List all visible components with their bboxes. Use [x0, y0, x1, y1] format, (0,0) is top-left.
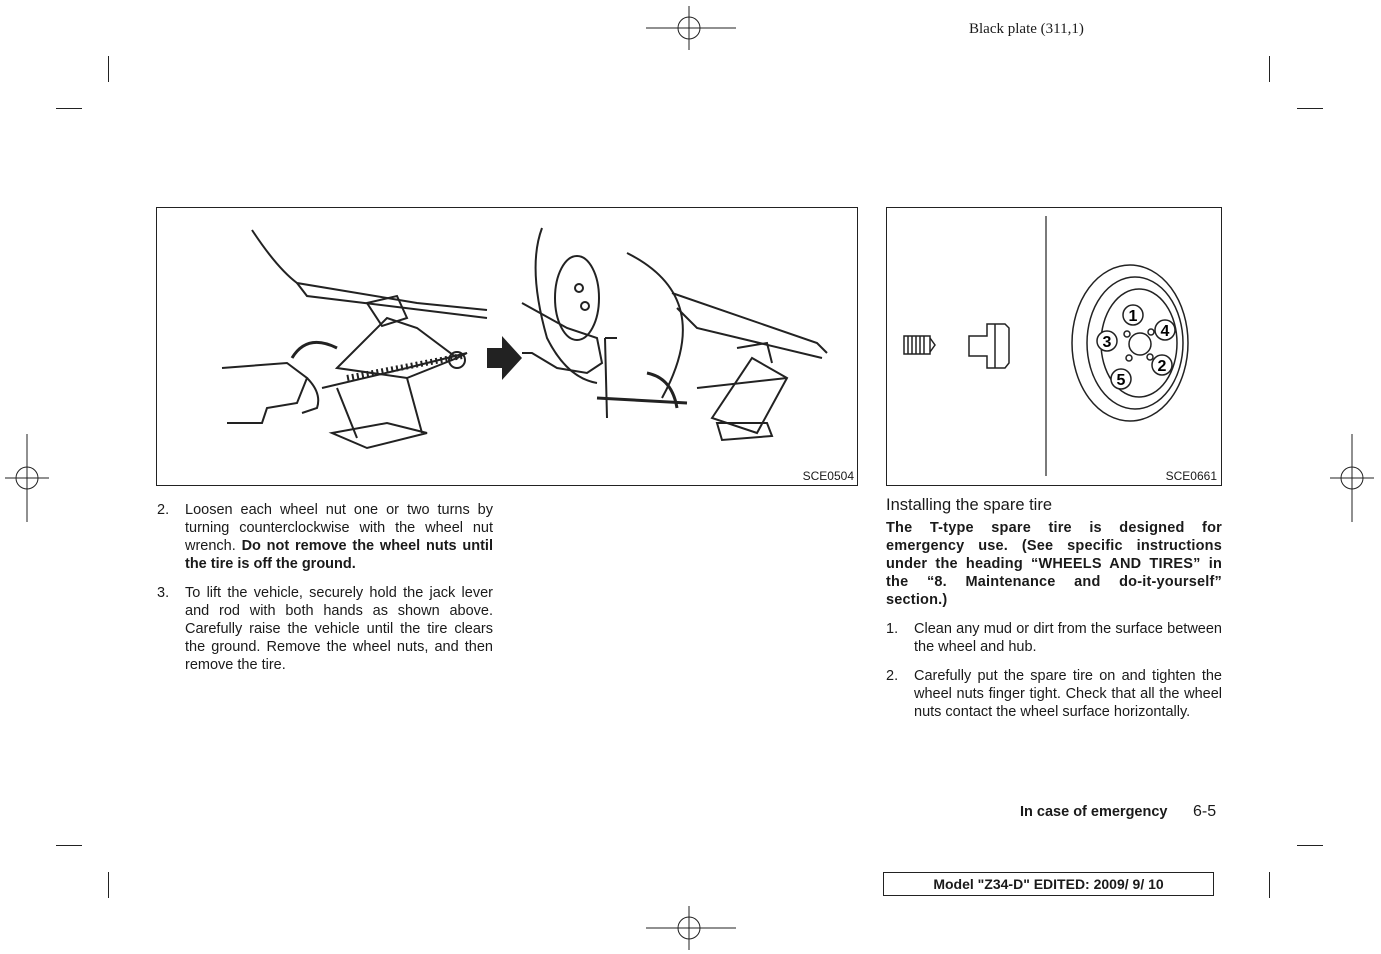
nut-number-2: 2	[1157, 358, 1167, 375]
figure-code: SCE0504	[802, 469, 854, 483]
list-item	[157, 501, 493, 573]
section-heading: Installing the spare tire	[886, 496, 1053, 514]
nut-number-4: 4	[1160, 323, 1170, 340]
item-text: Loosen each wheel nut one or two turns by turning counterclockwise with the wheel nut wrench.	[185, 502, 493, 554]
item-number: 1.	[886, 621, 899, 637]
item-text: To lift the vehicle, securely hold the jack lever and rod with both hands as shown above. Carefully raise the vehicle until the tire clears the ground. Remove the wheel nuts, and then remove the tire.	[185, 585, 493, 673]
item-number: 2.	[157, 502, 170, 518]
model-edit-stamp: Model "Z34-D" EDITED: 2009/ 9/ 10	[883, 872, 1214, 896]
wheel-nut-drawing	[887, 208, 1221, 485]
spare-tire-illustration	[886, 207, 1222, 486]
left-column	[157, 501, 493, 685]
registration-mark-bottom	[646, 906, 736, 950]
item-warning: Do not remove the wheel nuts until the tire is off the ground.	[185, 538, 493, 572]
registration-mark-right	[1330, 434, 1374, 522]
jack-illustration	[156, 207, 858, 486]
list-item	[886, 620, 1222, 656]
item-number: 3.	[157, 585, 170, 601]
nut-number-5: 5	[1116, 372, 1126, 389]
plate-label: Black plate (311,1)	[969, 21, 1084, 37]
item-text: Carefully put the spare tire on and tighten the wheel nuts finger tight. Check that all the wheel nuts contact the wheel surface horizontally.	[914, 668, 1222, 720]
list-item	[886, 667, 1222, 721]
page-number: 6-5	[1193, 803, 1217, 820]
registration-mark-left	[5, 434, 49, 522]
list-item	[157, 584, 493, 674]
item-number: 2.	[886, 668, 899, 684]
footer-section-title: In case of emergency	[1020, 804, 1168, 820]
jack-drawing	[157, 208, 857, 485]
nut-number-1: 1	[1128, 308, 1138, 325]
nut-number-3: 3	[1102, 334, 1112, 351]
registration-mark-top	[646, 6, 736, 50]
warning-paragraph: The T-type spare tire is designed for emergency use. (See specific instructions under the heading “WHEELS AND TIRES” in the “8. Maintenance and do-it-yourself” section.)	[886, 520, 1222, 608]
item-text: Clean any mud or dirt from the surface between the wheel and hub.	[914, 621, 1222, 655]
right-column	[886, 496, 1222, 732]
figure-code: SCE0661	[1165, 469, 1217, 483]
